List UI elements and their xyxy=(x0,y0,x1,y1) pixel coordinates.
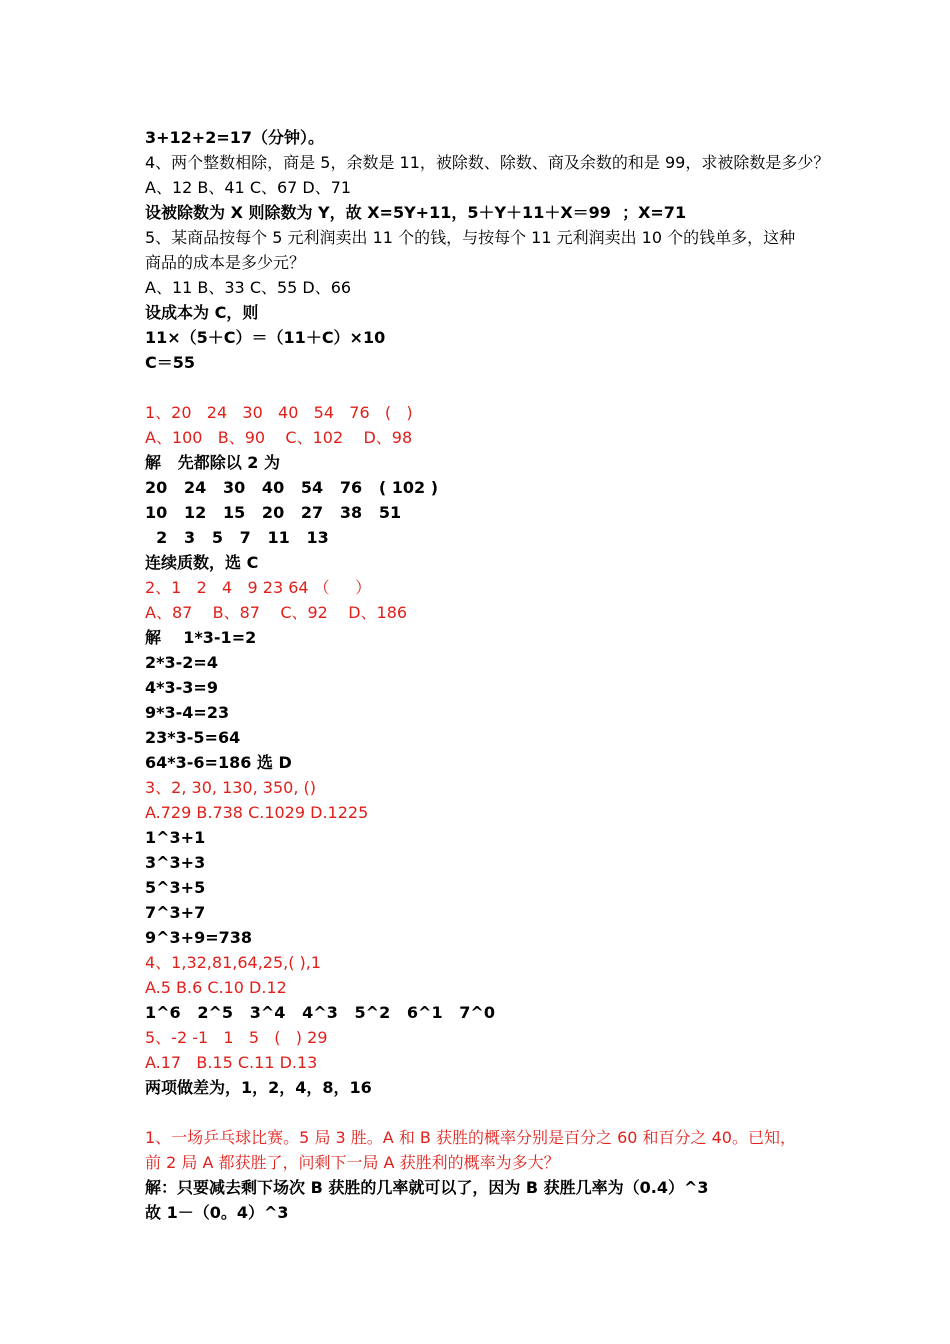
text-line: 1、20 24 30 40 54 76 ( ) xyxy=(145,403,413,422)
text-line: 1^6 2^5 3^4 4^3 5^2 6^1 7^0 xyxy=(145,1003,495,1022)
text-line: 20 24 30 40 54 76 ( 102 ) xyxy=(145,478,439,497)
text-line: A.729 B.738 C.1029 D.1225 xyxy=(145,803,369,822)
text-line: 解：只要减去剩下场次 B 获胜的几率就可以了，因为 B 获胜几率为（0.4）^3 xyxy=(145,1178,709,1197)
text-line: 1^3+1 xyxy=(145,828,206,847)
document-body xyxy=(145,125,830,1225)
text-line: 3、2, 30, 130, 350, () xyxy=(145,778,316,797)
text-line: 10 12 15 20 27 38 51 xyxy=(145,503,402,522)
text-line: A.17 B.15 C.11 D.13 xyxy=(145,1053,318,1072)
text-line: 9^3+9=738 xyxy=(145,928,253,947)
text-line: A、87 B、87 C、92 D、186 xyxy=(145,603,408,622)
text-line: 11×（5＋C）＝（11＋C）×10 xyxy=(145,328,386,347)
text-line: 4*3-3=9 xyxy=(145,678,218,697)
text-line: 4、两个整数相除，商是 5，余数是 11，被除数、除数、商及余数的和是 99，求被除数是多少？ xyxy=(145,153,830,172)
text-line: A、11 B、33 C、55 D、66 xyxy=(145,278,352,297)
text-line: 3^3+3 xyxy=(145,853,206,872)
text-line: 5、-2 -1 1 5 ( ) 29 xyxy=(145,1028,328,1047)
text-line: 5、某商品按每个 5 元利润卖出 11 个的钱，与按每个 11 元利润卖出 10 个的钱单多，这种商品的成本是多少元？ xyxy=(145,228,796,272)
text-line: 2*3-2=4 xyxy=(145,653,218,672)
text-line: C＝55 xyxy=(145,353,196,372)
text-line: 设被除数为 X 则除数为 Y，故 X=5Y+11，5＋Y＋11＋X＝99 ；X=71 xyxy=(145,203,687,222)
text-line: 两项做差为，1，2，4，8，16 xyxy=(145,1078,372,1097)
blank-line xyxy=(145,1100,810,1125)
text-line: 9*3-4=23 xyxy=(145,703,230,722)
text-line: 故 1－（0。4）^3 xyxy=(145,1203,289,1222)
text-line: 4、1,32,81,64,25,( ),1 xyxy=(145,953,322,972)
text-line: 2、1 2 4 9 23 64 （ ） xyxy=(145,578,372,597)
text-line: A.5 B.6 C.10 D.12 xyxy=(145,978,287,997)
text-line: 解 先都除以 2 为 xyxy=(145,453,280,472)
text-line: A、12 B、41 C、67 D、71 xyxy=(145,178,352,197)
text-line: 23*3-5=64 xyxy=(145,728,241,747)
text-line: 7^3+7 xyxy=(145,903,206,922)
text-line: 设成本为 C，则 xyxy=(145,303,259,322)
blank-line xyxy=(145,375,810,400)
text-line: 2 3 5 7 11 13 xyxy=(145,528,329,547)
text-line: 64*3-6=186 选 D xyxy=(145,753,292,772)
text-line: 解 1*3-1=2 xyxy=(145,628,257,647)
text-line: 3+12+2=17（分钟）。 xyxy=(145,128,325,147)
text-line: A、100 B、90 C、102 D、98 xyxy=(145,428,413,447)
text-line: 连续质数，选 C xyxy=(145,553,259,572)
text-line: 5^3+5 xyxy=(145,878,206,897)
text-line: 1、一场乒乓球比赛。5 局 3 胜。A 和 B 获胜的概率分别是百分之 60 和百分之 40。已知，前 2 局 A 都获胜了，问剩下一局 A 获胜利的概率为多大？ xyxy=(145,1128,796,1172)
